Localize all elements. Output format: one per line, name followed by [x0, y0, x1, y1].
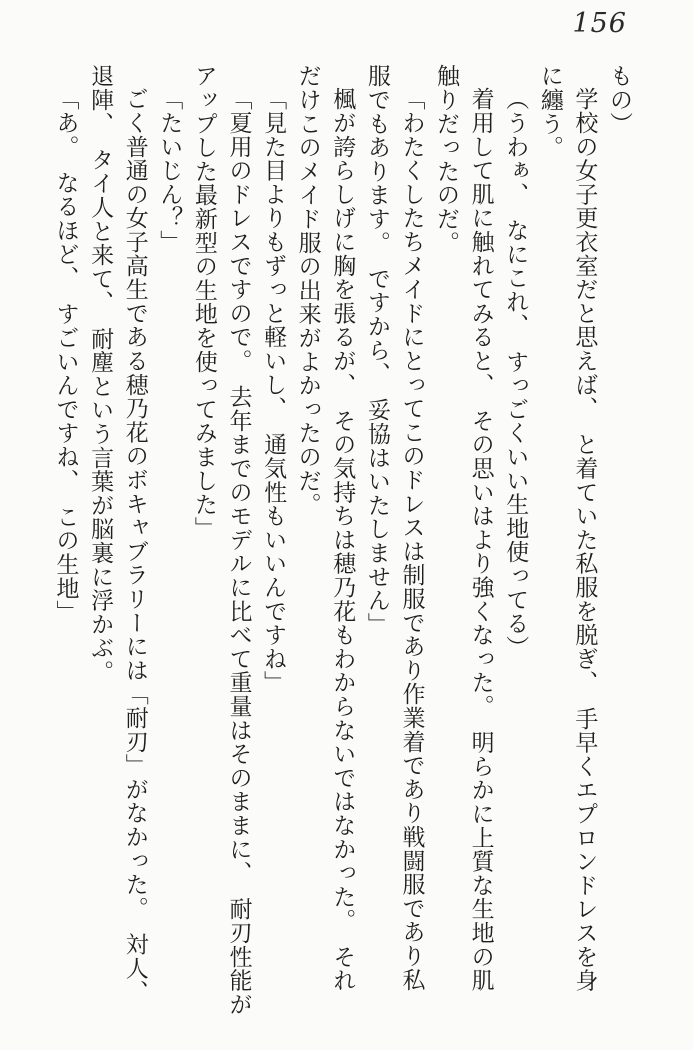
text-column: アップした最新型の生地を使ってみました」	[190, 64, 217, 540]
text-column: 触りだったのだ。	[433, 64, 460, 255]
text-column: 服でもあります。 ですから、 妥協はいたしません」	[363, 64, 390, 636]
text-column: 楓が誇らしげに胸を張るが、 その気持ちは穂乃花もわからないではなかった。 それ	[329, 87, 356, 993]
page-number: 156	[572, 8, 627, 39]
text-column: もの）	[606, 64, 632, 136]
text-column: 「あ。 なるほど、 すごいんですね、 この生地」	[52, 87, 79, 624]
text-column: 退陣、 タイ人と来て、 耐塵という言葉が脳裏に浮かぶ。	[87, 64, 114, 684]
text-column: 「見た目よりもずっと軽いし、 通気性もいいんですね」	[260, 87, 287, 695]
text-column: だけこのメイド服の出来がよかったのだ。	[294, 64, 321, 517]
text-column: 学校の女子更衣室だと思えば、 と着ていた私服を脱ぎ、 手早くエプロンドレスを身	[571, 87, 598, 993]
text-column: 着用して肌に触れてみると、 その思いはより強くなった。 明らかに上質な生地の肌	[467, 87, 494, 993]
text-column: ごく普通の女子高生である穂乃花のボキャブラリーには「耐刃」がなかった。 対人、	[121, 87, 148, 1004]
text-column: に纏う。	[536, 64, 563, 160]
text-column: 「夏用のドレスですので。 去年までのモデルに比べて重量はそのままに、 耐刃性能が	[225, 87, 252, 1016]
text-column: （うわぁ、 なにこれ、 すっごくいい生地使ってる）	[502, 87, 529, 659]
text-column: 「たいじん？」	[156, 87, 183, 254]
vertical-text-area	[48, 64, 636, 1034]
text-column: 「わたくしたちメイドにとってこのドレスは制服であり作業着であり戦闘服であり私	[398, 87, 425, 992]
